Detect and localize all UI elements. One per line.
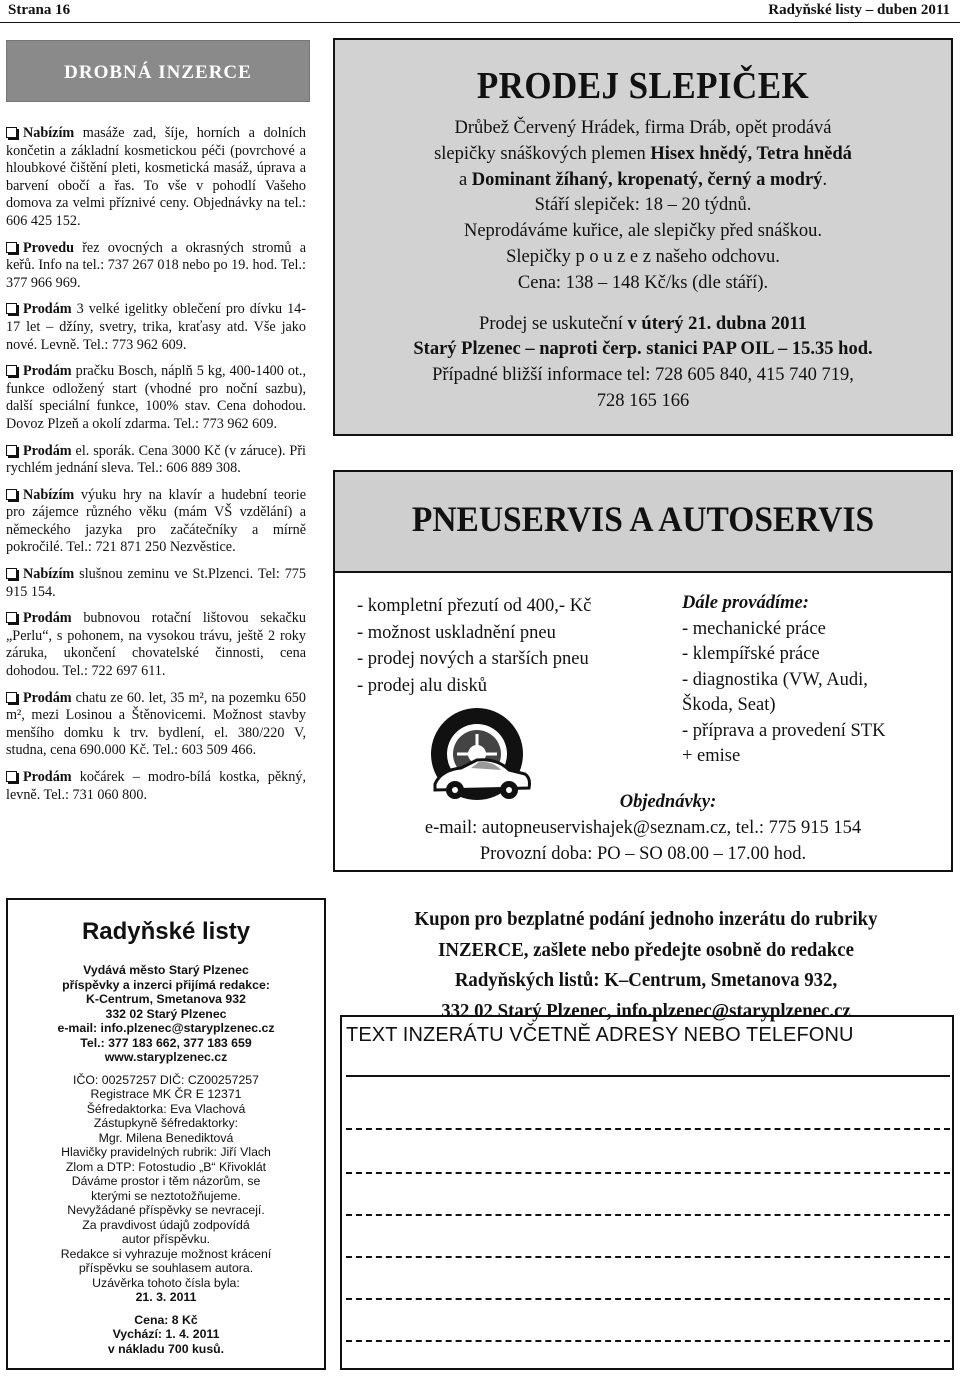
coupon-write-line[interactable]	[346, 1075, 950, 1077]
masthead-box	[6, 898, 326, 1370]
classifieds-title: DROBNÁ INZERCE	[64, 62, 252, 83]
ad-text: slušnou zeminu ve St.Plzenci. Tel: 775 915 154.	[6, 566, 306, 600]
hens-line: Neprodáváme kuřice, ale slepičky před snáškou.	[463, 221, 823, 242]
ad-item	[6, 566, 306, 601]
ad-item	[6, 690, 306, 760]
hens-line: Drůbež Červený Hrádek, firma Dráb, opět prodává	[454, 118, 832, 138]
opening-hours: Provozní doba: PO – SO 08.00 – 17.00 hod.	[479, 844, 807, 864]
coupon-heading: Kupon pro bezplatné podání jednoho inzerátu do rubriky INZERCE, zašlete nebo předejte osobně do redakce Radyňských listů: K–Centrum, Smetanova 932, 332 02 Starý Plzenec, info.plzenec@staryplzenec.cz	[414, 908, 878, 1022]
ad-text: 3 velké igelitky oblečení pro dívku 14-17 let – džíny, svetry, trika, kraťasy atd. Vše jako nové. Levně. Tel.: 773 962 609.	[6, 301, 306, 353]
checkbox-icon	[6, 771, 17, 782]
checkbox-icon	[6, 489, 17, 500]
coupon-write-line[interactable]	[346, 1340, 950, 1342]
coupon-form[interactable]	[340, 1015, 954, 1370]
checkbox-icon	[6, 568, 17, 579]
ad-text: výuku hry na klavír a hudební teorie pro zájemce různého věku (mám VŠ vzdělání) a německého jazyka pro začátečníky a mírně pokročilé. Tel.: 721 871 250 Nezvěstice.	[6, 486, 306, 556]
masthead-body: Vydává město Starý Plzenec příspěvky a inzerci přijímá redakce: K-Centrum, Smetanova 932 332 02 Starý Plzenec e-mail: info.plzenec@staryplzenec.cz Tel.: 377 183 662, 377 183 659 www.staryplzenec.cz IČO: 00257257 DIČ: CZ00257257 Registrace MK ČR E 12371 Šéfredaktorka: Eva Vlachová Zástupkyně šéfredaktorky: Mgr. Milena Benediktová Hlavičky pravidelných rubrik: Jiří Vlach Zlom a DTP: Fotostudio „B“ Křivoklát Dáváme prostor i těm názorům, se kterými se neztotožňujeme. Nevyžádané příspěvky se nevracejí. Za pravdivost údajů zodpovídá autor příspěvku. Redakce si vyhrazuje možnost krácení příspěvku se souhlasem autora. Uzávěrka tohoto čísla byla: 21. 3. 2011 Cena: 8 Kč Vychází: 1. 4. 2011 v nákladu 700 kusů.	[8, 963, 324, 1356]
checkbox-icon	[6, 445, 17, 456]
ad-text: masáže zad, šíje, horních a dolních končetin a základní kosmetickou péči (povrchové a hloubkové čištění pleti, kosmetická masáž, úprava a barvení obočí a řas. To vše v pohodlí Vašeho domova za velmi příznivé ceny. Objednávky na tel.: 606 425 152.	[6, 125, 306, 229]
header-rule	[0, 22, 960, 23]
tire-service-ad	[333, 470, 953, 872]
tire-service-title: PNEUSERVIS A AUTOSERVIS	[411, 499, 875, 539]
ad-item	[6, 363, 306, 433]
ad-item	[6, 125, 306, 231]
hens-sale-ad	[333, 38, 953, 436]
checkbox-icon	[6, 242, 17, 253]
ad-item	[6, 240, 306, 293]
ad-text: bubnovou rotační lištovou sekačku „Perlu“, s pohonem, na vysokou trávu, ještě 2 roky záruka, ukončení chovatelské činnosti, cena dohodou. Tel.: 722 697 611.	[6, 610, 306, 680]
ad-keyword: Nabízím	[23, 566, 75, 583]
hens-sale-title: PRODEJ SLEPIČEK	[476, 65, 810, 107]
tire-service-header	[335, 472, 951, 573]
checkbox-icon	[6, 303, 17, 314]
ad-text: kočárek – modro-bílá kostka, pěkný, levně. Tel.: 731 060 800.	[6, 769, 306, 803]
ad-keyword: Nabízím	[23, 125, 75, 141]
hens-sale-body	[341, 116, 945, 415]
coupon-write-line[interactable]	[346, 1298, 950, 1300]
hens-place: Starý Plzenec – naproti čerp. stanici PAP OIL – 15.35 hod.	[413, 339, 873, 360]
masthead-title: Radyňské listy	[81, 918, 251, 945]
hens-date: Prodej se uskuteční v úterý 21. dubna 2011	[479, 313, 807, 334]
ad-text: chatu ze 60. let, 35 m², na pozemku 650 m², mezi Losinou a Štěnovicemi. Možnost stavby menšího domku k trv. bydlení, el. 380/220 V, studna, cena 690.000 Kč. Tel.: 603 509 466.	[6, 689, 306, 759]
ad-item	[6, 610, 306, 680]
orders-label: Objednávky:	[619, 792, 717, 812]
hens-line: a Dominant žíhaný, kropenatý, černý a modrý.	[458, 169, 828, 190]
ad-keyword: Nabízím	[23, 486, 75, 503]
ad-keyword: Prodám	[23, 689, 72, 706]
hens-contact: Případné bližší informace tel: 728 605 840, 415 740 719,	[432, 365, 854, 386]
issue-price: Cena: 8 Kč	[134, 1312, 198, 1327]
coupon-write-line[interactable]	[346, 1128, 950, 1130]
coupon-write-line[interactable]	[346, 1172, 950, 1174]
hens-line: slepičky snáškových plemen Hisex hnědý, Tetra hnědá	[434, 143, 852, 164]
ad-keyword: Prodám	[23, 610, 72, 627]
print-run: v nákladu 700 kusů.	[107, 1341, 225, 1356]
classifieds-title-box	[6, 40, 310, 102]
ad-item	[6, 301, 306, 354]
ad-keyword: Prodám	[23, 769, 72, 785]
auto-services-list: Dále provádíme: - mechanické práce - klempířské práce - diagnostika (VW, Audi, Škoda, Seat) - příprava a provedení STK + emise	[682, 593, 886, 766]
checkbox-icon	[6, 365, 17, 376]
checkbox-icon	[6, 612, 17, 623]
tire-services-list: - kompletní přezutí od 400,- Kč - možnost uskladnění pneu - prodej nových a starších pneu - prodej alu disků	[357, 596, 592, 696]
ad-keyword: Prodám	[23, 442, 72, 459]
hens-age: Stáří slepiček: 18 – 20 týdnů.	[534, 195, 752, 216]
checkbox-icon	[6, 127, 17, 138]
classified-ads	[6, 125, 306, 813]
coupon-write-line[interactable]	[346, 1256, 950, 1258]
orders-email: e-mail: autopneuservishajek@seznam.cz, tel.: 775 915 154	[424, 818, 862, 838]
deadline-date: 21. 3. 2011	[135, 1290, 197, 1304]
release-date: Vychází: 1. 4. 2011	[112, 1327, 220, 1341]
issue-title: Radyňské listy – duben 2011	[768, 2, 950, 18]
coupon-label: TEXT INZERÁTU VČETNĚ ADRESY NEBO TELEFONU	[346, 1024, 854, 1046]
checkbox-icon	[6, 692, 17, 703]
ad-item	[6, 487, 306, 557]
hens-contact: 728 165 166	[596, 390, 690, 411]
ad-text: el. sporák. Cena 3000 Kč (v záruce). Při rychlém jednání sleva. Tel.: 606 889 308.	[6, 442, 306, 477]
ad-item	[6, 443, 306, 478]
ad-text: pračku Bosch, náplň 5 kg, 400-1400 ot., funkce odložený start (vhodné pro noční sazbu), další speciální funkce, 100% stav. Cena dohodou. Dovoz Plzeň a okolí zdarma. Tel.: 773 962 609.	[6, 363, 306, 432]
coupon-write-line[interactable]	[346, 1214, 950, 1216]
hens-price: Cena: 138 – 148 Kč/ks (dle stáří).	[517, 272, 769, 293]
ad-item	[6, 769, 306, 804]
ad-text: řez ovocných a okrasných stromů a keřů. Info na tel.: 737 267 018 nebo po 19. hod. Tel.: 377 966 969.	[6, 239, 306, 291]
ad-keyword: Provedu	[23, 239, 74, 256]
ad-keyword: Prodám	[23, 363, 72, 380]
ad-keyword: Prodám	[23, 301, 72, 318]
hens-line: Slepičky p o u z e z našeho odchovu.	[506, 246, 780, 267]
page-number: Strana 16	[8, 2, 71, 18]
